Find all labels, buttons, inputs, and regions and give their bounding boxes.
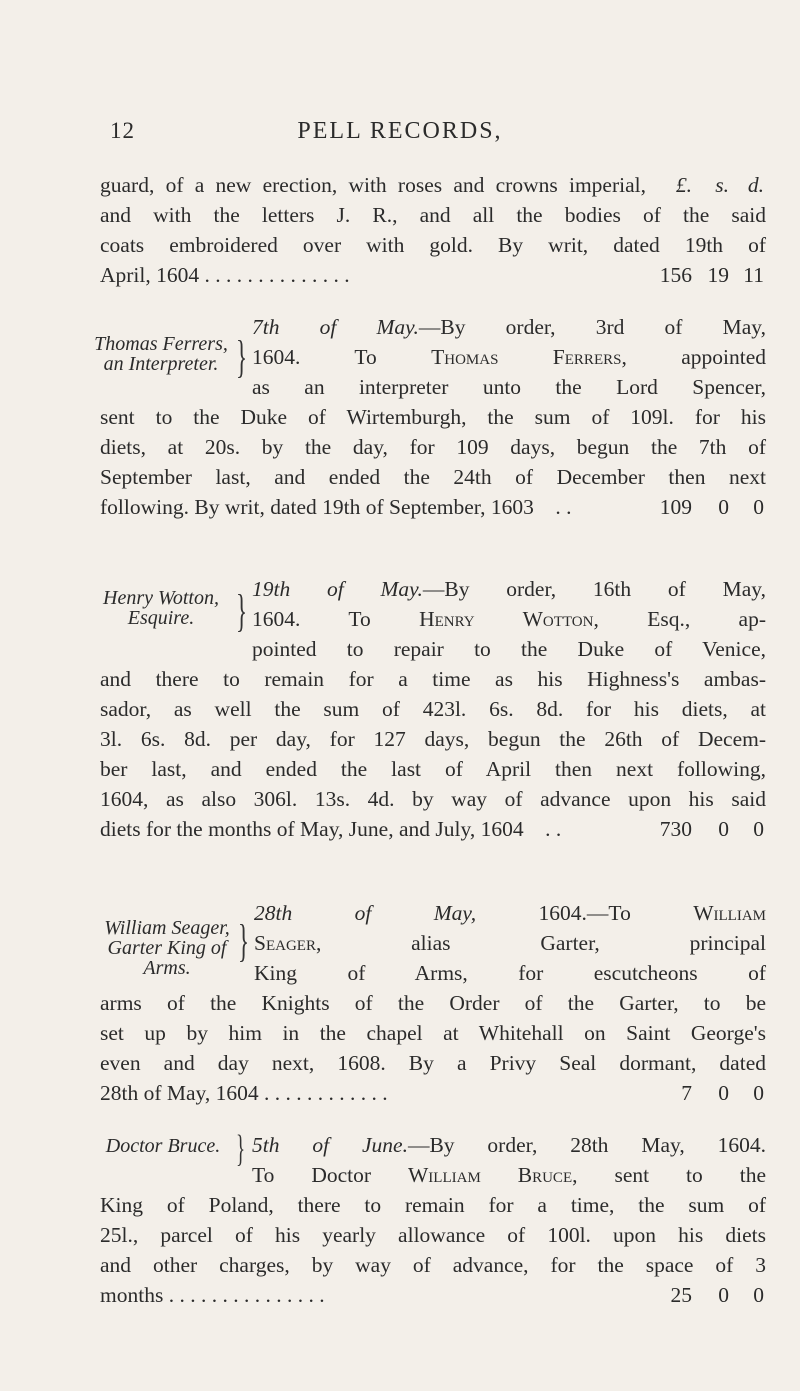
pence-head: d.	[747, 173, 764, 197]
body-line: , sent to the	[572, 1163, 766, 1187]
body-line: April, 1604	[100, 263, 200, 287]
amount	[652, 260, 766, 290]
body-line: To Doctor	[252, 1163, 409, 1187]
amount-pence: 11	[743, 263, 764, 287]
body-line: , alias Garter, principal	[315, 931, 766, 955]
body-line: ber last, and ended the last of April then next following,	[100, 757, 766, 781]
body-line: and other charges, by way of advance, for the space of 3	[100, 1253, 766, 1277]
payee-name: Henry Wotton	[419, 607, 594, 631]
amount-shillings: 0	[718, 817, 729, 841]
margin-note	[92, 334, 230, 374]
body-line: set up by him in the chapel at Whitehall on Saint George's	[100, 1021, 766, 1045]
margin-note	[92, 918, 242, 978]
entry-date: 28th of May,	[254, 901, 477, 925]
payee-name: William	[693, 901, 766, 925]
dot-leader: . . . . . . . . . . . . . .	[204, 263, 350, 287]
amount-pounds: 7	[681, 1081, 692, 1105]
amount-pounds: 730	[659, 817, 692, 841]
body-line: 25l., parcel of his yearly allowance of 100l. upon his diets	[100, 1223, 766, 1247]
amount-shillings: 0	[718, 1081, 729, 1105]
total-line	[100, 492, 766, 522]
ledger-content	[94, 170, 766, 1310]
brace-icon: }	[238, 915, 250, 966]
body-line: months	[100, 1283, 164, 1307]
body-line: arms of the Knights of the Order of the Garter, to be	[100, 991, 766, 1015]
margin-note-line: Thomas Ferrers,	[94, 333, 228, 355]
margin-note-line: William Seager,	[104, 917, 230, 939]
page-header	[0, 118, 800, 150]
body-line: 1604, as also 306l. 13s. 4d. by way of advance upon his said	[100, 787, 766, 811]
amount-shillings: 19	[707, 263, 729, 287]
dot-leader: . .	[539, 495, 572, 519]
body-line: and with the letters J. R., and all the bodies of the said	[100, 203, 766, 227]
amount	[652, 492, 766, 522]
body-line: 1604.—To	[476, 901, 694, 925]
brace-icon: }	[236, 331, 248, 382]
margin-note-line: Henry Wotton,	[103, 587, 219, 609]
body-line: King of Arms, for escutcheons of	[254, 961, 766, 985]
amount-shillings: 0	[718, 495, 729, 519]
brace-icon: }	[236, 585, 248, 636]
payee-name: William Bruce	[408, 1163, 573, 1187]
body-line: coats embroidered over with gold. By writ, dated 19th of	[100, 233, 766, 257]
dot-leader: . . . . . . . . . . . . . . .	[168, 1283, 325, 1307]
body-line: , appointed	[621, 345, 766, 369]
entry-date: 19th of May.	[252, 577, 423, 601]
ledger-entry	[100, 898, 766, 1108]
page-number: 12	[110, 118, 135, 143]
body-line: even and day next, 1608. By a Privy Seal dormant, dated	[100, 1051, 766, 1075]
body-line: diets, at 20s. by the day, for 109 days, begun the 7th of	[100, 435, 766, 459]
ledger-entry	[94, 312, 766, 552]
body-line: , Esq., ap-	[593, 607, 766, 631]
body-line: following. By writ, dated 19th of September, 1603	[100, 495, 534, 519]
margin-note-line: an Interpreter.	[103, 353, 219, 375]
margin-note	[94, 1136, 232, 1156]
payee-name: Seager	[254, 931, 316, 955]
margin-note-line: Esquire.	[127, 607, 195, 629]
body-line: sent to the Duke of Wirtemburgh, the sum of 109l. for his	[100, 405, 766, 429]
body-line: as an interpreter unto the Lord Spencer,	[252, 375, 766, 399]
ledger-entry	[100, 574, 766, 874]
amount-pence: 0	[753, 817, 764, 841]
amount-shillings: 0	[718, 1283, 729, 1307]
amount-pence: 0	[753, 495, 764, 519]
amount	[652, 1280, 766, 1310]
payee-name: Thomas Ferrers	[431, 345, 622, 369]
body-line: —By order, 3rd of May,	[418, 315, 766, 339]
body-line: —By order, 28th May, 1604.	[407, 1133, 766, 1157]
brace-icon: }	[236, 1128, 246, 1170]
body-line: 3l. 6s. 8d. per day, for 127 days, begun the 26th of Decem-	[100, 727, 766, 751]
carryover-entry	[100, 170, 766, 290]
pounds-head: £.	[675, 173, 692, 197]
body-line: King of Poland, there to remain for a time, the sum of	[100, 1193, 766, 1217]
shillings-head: s.	[715, 173, 729, 197]
amount-pounds: 109	[659, 495, 692, 519]
total-line	[100, 260, 766, 290]
margin-note	[92, 588, 230, 628]
running-head: PELL RECORDS,	[297, 118, 503, 144]
amount	[652, 1078, 766, 1108]
margin-note-line: Garter King of Arms.	[107, 937, 227, 979]
body-line: sador, as well the sum of 423l. 6s. 8d. for his diets, at	[100, 697, 766, 721]
currency-heads	[652, 170, 766, 200]
body-line: —By order, 16th of May,	[422, 577, 766, 601]
body-line: guard, of a new erection, with roses and crowns imperial,	[100, 173, 646, 197]
body-line: 28th of May, 1604	[100, 1081, 259, 1105]
dot-leader: . . . . . . . . . . . .	[264, 1081, 388, 1105]
ledger-entry	[100, 1130, 766, 1310]
total-line	[100, 814, 766, 844]
body-line: 1604. To	[252, 607, 420, 631]
entry-date: 7th of May.	[252, 315, 419, 339]
amount	[652, 814, 766, 844]
margin-note-line: Doctor Bruce.	[105, 1135, 221, 1157]
entry-date: 5th of June.	[252, 1133, 408, 1157]
amount-pence: 0	[753, 1081, 764, 1105]
dot-leader: . .	[528, 817, 562, 841]
body-line: and there to remain for a time as his Highness's ambas-	[100, 667, 766, 691]
body-line: 1604. To	[252, 345, 432, 369]
body-line: pointed to repair to the Duke of Venice,	[252, 637, 766, 661]
body-line: diets for the months of May, June, and July, 1604	[100, 817, 524, 841]
total-line	[100, 1280, 766, 1310]
amount-pounds: 156	[659, 263, 692, 287]
amount-pounds: 25	[670, 1283, 692, 1307]
body-line: September last, and ended the 24th of December then next	[100, 465, 766, 489]
total-line	[100, 1078, 766, 1108]
amount-pence: 0	[753, 1283, 764, 1307]
